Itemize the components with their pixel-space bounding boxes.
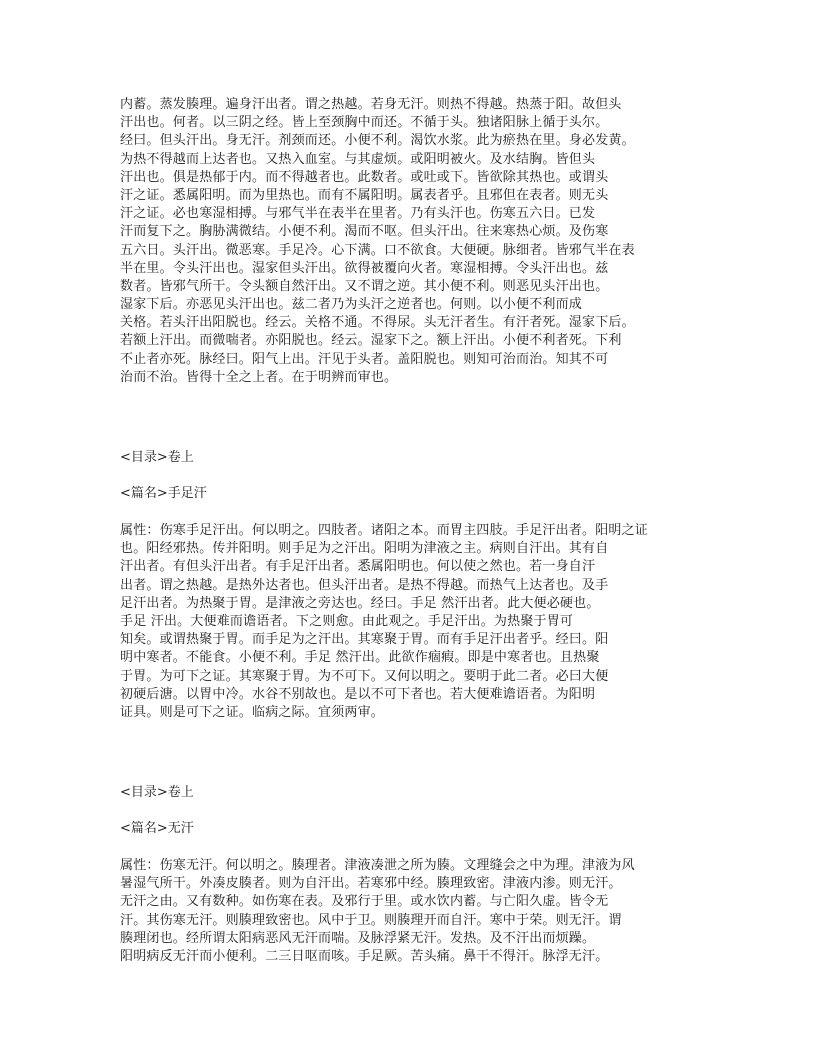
text-line: 数者。皆邪气所干。令头额自然汗出。又不谓之逆。其小便不利。则恶见头汗出也。 (120, 278, 609, 294)
text-line: 足汗出者。为热聚于胃。是津液之旁达也。经曰。手足 然汗出者。此大便必硬也。 (120, 595, 600, 611)
text-line: 汗出也。何者。以三阴之经。皆上至颈胸中而还。不循于头。独诸阳脉上循于头尔。 (120, 115, 609, 131)
text-line: 五六日。头汗出。微恶寒。手足冷。心下满。口不欲食。大便硬。脉细者。皆邪气半在表 (120, 242, 635, 258)
text-line: 内蓄。蒸发腠理。遍身汗出者。谓之热越。若身无汗。则热不得越。热蒸于阳。故但头 (120, 97, 622, 112)
text-line: 汗。其伤寒无汗。则腠理致密也。风中于卫。则腠理开而自汗。寒中于荣。则无汗。谓 (120, 912, 622, 928)
text-line: 汗出者。有但头汗出者。有手足汗出者。悉属阳明也。何以使之然也。若一身自汗 (120, 559, 596, 575)
section-hand-foot-sweat (120, 449, 680, 722)
text-line: 湿家下后。亦恶见头汗出也。兹二者乃为头汗之逆者也。何则。以小便不利而成 (120, 297, 583, 313)
text-line: 证具。则是可下之证。临病之际。宜须两审。 (120, 704, 385, 720)
text-line: 治而不治。皆得十全之上者。在于明辨而审也。 (120, 369, 398, 385)
text-line: 无汗之由。又有数种。如伤寒在表。及邪行于里。或水饮内蓄。与亡阳久虚。皆令无 (120, 894, 609, 910)
text-line: 初硬后溏。以胃中冷。水谷不别故也。是以不可下者也。若大便难谵语者。为阳明 (120, 686, 596, 702)
text-line: 于胃。为可下之证。其寒聚于胃。为不可下。又何以明之。要明于此二者。必曰大便 (120, 668, 609, 684)
text-line: 关格。若头汗出阳脱也。经云。关格不通。不得尿。头无汗者生。有汗者死。湿家下后。 (120, 315, 635, 331)
text-line: 若额上汗出。而微喘者。亦阳脱也。经云。湿家下之。额上汗出。小便不利者死。下利 (120, 333, 622, 349)
text-line: 汗之证。必也寒湿相搏。与邪气半在表半在里者。乃有头汗也。伤寒五六日。已发 (120, 206, 596, 222)
text-line: 阳明病反无汗而小便利。二三日呕而咳。手足厥。苦头痛。鼻干不得汗。脉浮无汗。 (120, 949, 609, 964)
text-line: 暑湿气所干。外凑皮腠者。则为自汗出。若寒邪中经。腠理致密。津液内渗。则无汗。 (120, 876, 622, 892)
text-line: 也。阳经邪热。传并阳明。则手足为之汗出。阳明为津液之主。病则自汗出。其有自 (120, 541, 609, 557)
text-line: 属性：伤寒手足汗出。何以明之。四肢者。诸阳之本。而胃主四肢。手足汗出者。阳明之证 (120, 523, 649, 538)
text-line: 知矣。或谓热聚于胃。而手足为之汗出。其寒聚于胃。而有手足汗出者乎。经曰。阳 (120, 632, 609, 648)
catalog-label: <目录>卷上 (120, 785, 194, 801)
section-head-sweat-continued (120, 96, 680, 387)
section-no-sweat (120, 784, 680, 966)
text-line: 腠理闭也。经所谓太阳病恶风无汗而喘。及脉浮紧无汗。发热。及不汗出而烦躁。 (120, 930, 596, 946)
text-line: 汗之证。悉属阳明。而为里热也。而有不属阳明。属表者乎。且邪但在表者。则无头 (120, 187, 609, 203)
text-line: 汗而复下之。胸胁满微结。小便不利。渴而不呕。但头汗出。往来寒热心烦。及伤寒 (120, 224, 609, 240)
text-line: 不止者亦死。脉经曰。阳气上出。汗见于头者。盖阳脱也。则知可治而治。知其不可 (120, 351, 609, 367)
text-line: 汗出也。俱是热郁于内。而不得越者也。此数者。或吐或下。皆欲除其热也。或谓头 (120, 169, 609, 185)
text-line: 经曰。但头汗出。身无汗。剂颈而还。小便不利。渴饮水浆。此为瘀热在里。身必发黄。 (120, 133, 635, 149)
text-line: 为热不得越而上达者也。又热入血室。与其虚烦。或阳明被火。及水结胸。皆但头 (120, 151, 596, 167)
text-line: 属性：伤寒无汗。何以明之。腠理者。津液凑泄之所为腠。文理缝会之中为理。津液为风 (120, 858, 635, 874)
chapter-title: <篇名>无汗 (120, 821, 194, 837)
catalog-label: <目录>卷上 (120, 450, 194, 465)
document-page (120, 96, 680, 966)
text-line: 手足 汗出。大便难而谵语者。下之则愈。由此观之。手足汗出。为热聚于胃可 (120, 613, 574, 629)
text-line: 出者。谓之热越。是热外达者也。但头汗出者。是热不得越。而热气上达者也。及手 (120, 577, 609, 593)
text-line: 明中寒者。不能食。小便不利。手足 然汗出。此欲作痼瘕。即是中寒者也。且热聚 (120, 650, 600, 666)
chapter-title: <篇名>手足汗 (120, 486, 207, 501)
text-line: 半在里。令头汗出也。湿家但头汗出。欲得被覆向火者。寒湿相搏。令头汗出也。兹 (120, 260, 609, 276)
